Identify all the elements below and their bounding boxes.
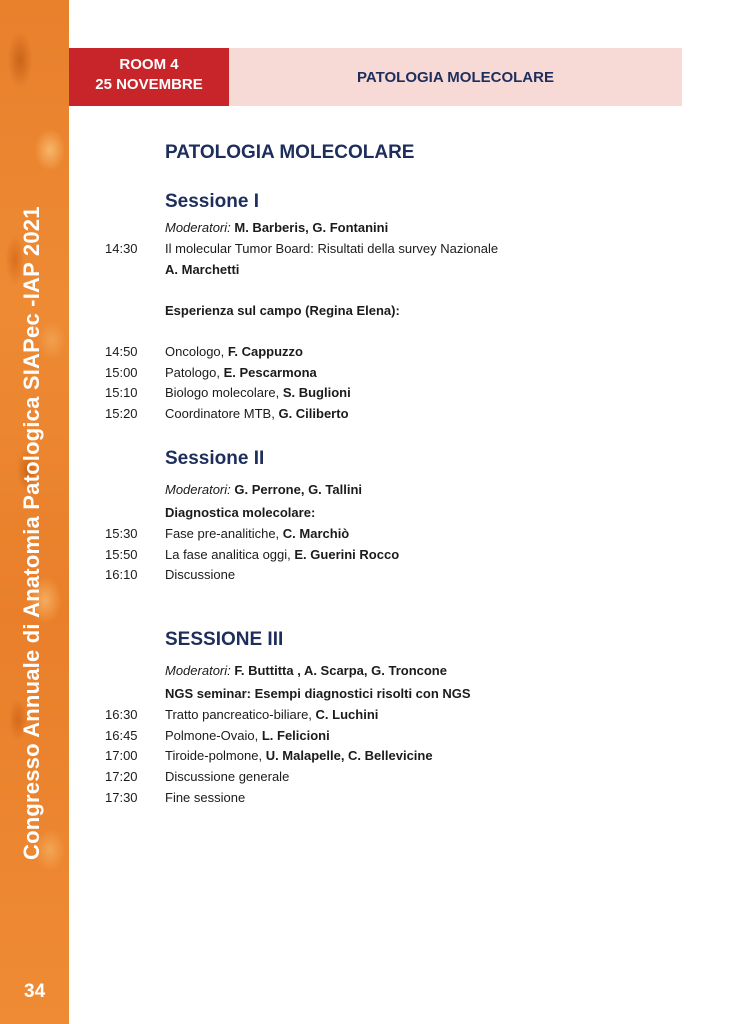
- row-time: 17:00: [105, 748, 138, 763]
- schedule-row: [0, 365, 731, 383]
- row-time: 15:20: [105, 406, 138, 421]
- moderators-names: G. Perrone, G. Tallini: [234, 482, 362, 497]
- session-1-moderators: [165, 220, 388, 235]
- row-text: Fase pre-analitiche, C. Marchiò: [165, 526, 350, 541]
- schedule-row: [0, 241, 731, 259]
- row-text: Fine sessione: [165, 790, 246, 805]
- session-1-title: Sessione I: [165, 191, 259, 212]
- schedule-row: [0, 790, 731, 808]
- schedule-row: [0, 728, 731, 746]
- schedule-row: [0, 547, 731, 565]
- schedule-row: [0, 748, 731, 766]
- schedule-row: [0, 344, 731, 362]
- row-time: 16:45: [105, 728, 138, 743]
- row-text: Discussione generale: [165, 769, 290, 784]
- sidebar-strip: [0, 0, 69, 1024]
- row-time: 16:30: [105, 707, 138, 722]
- session-3-title: SESSIONE III: [165, 629, 284, 650]
- header-date: 25 NOVEMBRE: [95, 76, 203, 93]
- header-room: ROOM 4: [119, 56, 179, 73]
- page-title: PATOLOGIA MOLECOLARE: [165, 142, 415, 163]
- row-time: 15:50: [105, 547, 138, 562]
- talk-speaker: A. Marchetti: [165, 262, 240, 277]
- moderators-label: Moderatori:: [165, 220, 231, 235]
- schedule-row: [0, 567, 731, 585]
- page-number: 34: [24, 981, 46, 1002]
- session-3-moderators: [165, 663, 447, 678]
- row-text: Oncologo, F. Cappuzzo: [165, 344, 303, 359]
- row-time: 14:50: [105, 344, 138, 359]
- row-time: 17:30: [105, 790, 138, 805]
- row-time: 15:30: [105, 526, 138, 541]
- moderators-names: M. Barberis, G. Fontanini: [234, 220, 389, 235]
- row-text: Biologo molecolare, S. Buglioni: [165, 385, 351, 400]
- sidebar-title: Congresso Annuale di Anatomia Patologica SIAPec -IAP 2021: [19, 206, 44, 860]
- row-time: 16:10: [105, 567, 138, 582]
- session-1-subheading: Esperienza sul campo (Regina Elena):: [165, 303, 400, 318]
- moderators-label: Moderatori:: [165, 482, 231, 497]
- row-time: 14:30: [105, 241, 138, 256]
- schedule-row: [0, 707, 731, 725]
- moderators-names: F. Buttitta , A. Scarpa, G. Troncone: [234, 663, 447, 678]
- schedule-row: [0, 385, 731, 403]
- row-text: Tiroide-polmone, U. Malapelle, C. Bellevicine: [165, 748, 433, 763]
- session-3-subheading: NGS seminar: Esempi diagnostici risolti con NGS: [165, 686, 471, 701]
- row-text: Discussione: [165, 567, 236, 582]
- schedule-row: [0, 406, 731, 424]
- schedule-row: [0, 526, 731, 544]
- session-2-title: Sessione II: [165, 448, 265, 469]
- schedule-row: [0, 769, 731, 787]
- row-time: 17:20: [105, 769, 138, 784]
- row-text: Il molecular Tumor Board: Risultati della survey Nazionale: [165, 241, 499, 256]
- row-text: La fase analitica oggi, E. Guerini Rocco: [165, 547, 400, 562]
- session-2-subheading: Diagnostica molecolare:: [165, 505, 316, 520]
- row-text: Patologo, E. Pescarmona: [165, 365, 317, 380]
- moderators-label: Moderatori:: [165, 663, 231, 678]
- header-topic: PATOLOGIA MOLECOLARE: [229, 48, 682, 106]
- session-2-moderators: [165, 482, 362, 497]
- row-text: Coordinatore MTB, G. Ciliberto: [165, 406, 349, 421]
- row-time: 15:00: [105, 365, 138, 380]
- row-text: Polmone-Ovaio, L. Felicioni: [165, 728, 330, 743]
- row-text: Tratto pancreatico-biliare, C. Luchini: [165, 707, 379, 722]
- header-room-badge: [69, 48, 229, 106]
- row-time: 15:10: [105, 385, 138, 400]
